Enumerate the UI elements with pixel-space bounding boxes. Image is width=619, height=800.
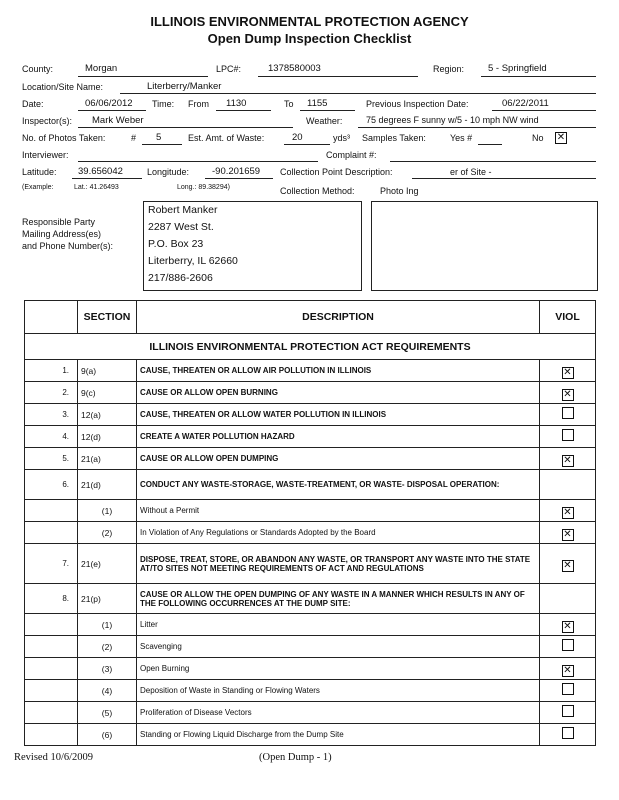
lat-example: Lat.: 41.26493 xyxy=(74,184,119,191)
row-violation xyxy=(540,614,596,636)
prev-inspection-value[interactable]: 06/22/2011 xyxy=(502,98,549,109)
violation-checkbox[interactable] xyxy=(562,429,574,441)
violation-checkbox[interactable]: ✕ xyxy=(563,388,572,400)
violation-checkbox[interactable]: ✕ xyxy=(563,559,572,571)
row-number xyxy=(25,614,78,636)
photos-value[interactable]: 5 xyxy=(156,132,162,143)
collection-method-label: Collection Method: xyxy=(280,186,355,196)
location-value[interactable]: Literberry/Manker xyxy=(147,81,222,92)
samples-yes-label: Yes # xyxy=(450,133,473,143)
time-to-label: To xyxy=(284,99,294,109)
location-label: Location/Site Name: xyxy=(22,82,104,92)
violation-checkbox[interactable] xyxy=(562,639,574,651)
latitude-value[interactable]: 39.656042 xyxy=(78,166,123,177)
violation-checkbox[interactable] xyxy=(562,705,574,717)
violation-checkbox[interactable] xyxy=(562,683,574,695)
samples-no-label: No xyxy=(532,133,544,143)
row-description: In Violation of Any Regulations or Standards Adopted by the Board xyxy=(137,522,540,544)
example-label: (Example: xyxy=(22,184,54,191)
agency-title: ILLINOIS ENVIRONMENTAL PROTECTION AGENCY xyxy=(150,14,469,29)
collection-point-value[interactable]: er of Site - xyxy=(450,167,492,177)
row-number xyxy=(25,702,78,724)
row-violation xyxy=(540,500,596,522)
violation-checkbox[interactable]: ✕ xyxy=(563,506,572,518)
header-viol: VIOL xyxy=(540,301,596,334)
violation-checkbox[interactable]: ✕ xyxy=(563,664,572,676)
row-violation xyxy=(540,658,596,680)
row-subitem: (2) xyxy=(78,636,137,658)
act-requirements-subheader: ILLINOIS ENVIRONMENTAL PROTECTION ACT REQUIREMENTS xyxy=(25,334,596,360)
violation-checkbox[interactable] xyxy=(562,407,574,419)
party-address-box[interactable] xyxy=(143,201,362,291)
table-row xyxy=(25,724,596,746)
row-description: CAUSE OR ALLOW THE OPEN DUMPING OF ANY WASTE IN A MANNER WHICH RESULTS IN ANY OF THE FOLLOWING OCCURRENCES AT THE DUMP SITE: xyxy=(137,584,540,614)
row-description: Open Burning xyxy=(137,658,540,680)
row-section: 21(d) xyxy=(78,470,137,500)
waste-value[interactable]: 20 xyxy=(292,132,303,143)
party-city: Literberry, IL 62660 xyxy=(148,255,238,267)
row-description: CAUSE OR ALLOW OPEN DUMPING xyxy=(137,448,540,470)
row-violation xyxy=(540,404,596,426)
table-row xyxy=(25,544,596,584)
longitude-label: Longitude: xyxy=(147,167,190,177)
checklist-table xyxy=(24,300,596,746)
row-section: 9(a) xyxy=(78,360,137,382)
table-row xyxy=(25,636,596,658)
party-label-2: Mailing Address(es) xyxy=(22,229,102,239)
weather-value[interactable]: 75 degrees F sunny w/5 - 10 mph NW wind xyxy=(366,115,539,125)
row-number: 7. xyxy=(25,544,78,584)
row-section: 21(p) xyxy=(78,584,137,614)
waste-unit: yds³ xyxy=(333,133,351,143)
row-description: CAUSE, THREATEN OR ALLOW WATER POLLUTION IN ILLINOIS xyxy=(137,404,540,426)
region-label: Region: xyxy=(433,64,465,74)
row-number: 5. xyxy=(25,448,78,470)
row-number: 8. xyxy=(25,584,78,614)
row-description: CONDUCT ANY WASTE-STORAGE, WASTE-TREATMENT, OR WASTE- DISPOSAL OPERATION: xyxy=(137,470,540,500)
party-address-box-2[interactable] xyxy=(371,201,598,291)
row-number: 2. xyxy=(25,382,78,404)
lpc-label: LPC#: xyxy=(216,64,242,74)
row-description: Deposition of Waste in Standing or Flowing Waters xyxy=(137,680,540,702)
inspector-label: Inspector(s): xyxy=(22,116,73,126)
row-number: 6. xyxy=(25,470,78,500)
revised-date: Revised 10/6/2009 xyxy=(14,752,94,763)
table-row xyxy=(25,680,596,702)
row-violation xyxy=(540,636,596,658)
table-row xyxy=(25,702,596,724)
page-label: (Open Dump - 1) xyxy=(259,752,332,763)
time-from-value[interactable]: 1130 xyxy=(226,98,247,109)
row-subitem: (4) xyxy=(78,680,137,702)
row-number xyxy=(25,500,78,522)
lon-example: Long.: 89.38294) xyxy=(177,184,230,191)
violation-checkbox[interactable]: ✕ xyxy=(563,620,572,632)
county-label: County: xyxy=(22,64,54,74)
row-number: 4. xyxy=(25,426,78,448)
row-number: 1. xyxy=(25,360,78,382)
form-title: Open Dump Inspection Checklist xyxy=(207,31,412,46)
table-row xyxy=(25,500,596,522)
party-phone: 217/886-2606 xyxy=(148,272,213,284)
collection-method-value[interactable]: Photo Ing xyxy=(380,186,419,196)
row-number xyxy=(25,680,78,702)
row-number: 3. xyxy=(25,404,78,426)
row-violation xyxy=(540,426,596,448)
table-row xyxy=(25,658,596,680)
table-row xyxy=(25,614,596,636)
party-label-3: and Phone Number(s): xyxy=(22,241,114,251)
table-row xyxy=(25,382,596,404)
date-label: Date: xyxy=(22,99,44,109)
header-section: SECTION xyxy=(78,301,137,334)
row-section: 21(e) xyxy=(78,544,137,584)
party-name: Robert Manker xyxy=(148,204,218,216)
table-row xyxy=(25,448,596,470)
row-description: DISPOSE, TREAT, STORE, OR ABANDON ANY WASTE, OR TRANSPORT ANY WASTE INTO THE STATE AT/TO SITES NOT MEETING REQUIREMENTS OF ACT AND REGULATIONS xyxy=(137,544,540,584)
row-violation xyxy=(540,360,596,382)
row-subitem: (1) xyxy=(78,614,137,636)
table-row xyxy=(25,426,596,448)
waste-label: Est. Amt. of Waste: xyxy=(188,133,265,143)
row-subitem: (6) xyxy=(78,724,137,746)
row-violation xyxy=(540,680,596,702)
row-description: Litter xyxy=(137,614,540,636)
table-row xyxy=(25,522,596,544)
table-row xyxy=(25,584,596,614)
table-row xyxy=(25,470,596,500)
photos-hash: # xyxy=(131,133,137,143)
row-subitem: (2) xyxy=(78,522,137,544)
row-violation xyxy=(540,724,596,746)
prev-inspection-label: Previous Inspection Date: xyxy=(366,99,469,109)
row-description: CAUSE OR ALLOW OPEN BURNING xyxy=(137,382,540,404)
inspector-value[interactable]: Mark Weber xyxy=(92,115,144,126)
row-violation xyxy=(540,448,596,470)
row-description: Scavenging xyxy=(137,636,540,658)
time-to-value[interactable]: 1155 xyxy=(307,98,328,109)
violation-checkbox[interactable]: ✕ xyxy=(563,528,572,540)
violation-checkbox[interactable]: ✕ xyxy=(563,454,572,466)
samples-label: Samples Taken: xyxy=(362,133,426,143)
row-violation xyxy=(540,544,596,584)
row-description: CREATE A WATER POLLUTION HAZARD xyxy=(137,426,540,448)
row-violation xyxy=(540,702,596,724)
photos-label: No. of Photos Taken: xyxy=(22,133,106,143)
row-number xyxy=(25,636,78,658)
violation-checkbox[interactable]: ✕ xyxy=(563,366,572,378)
party-label-1: Responsible Party xyxy=(22,217,96,227)
collection-point-label: Collection Point Description: xyxy=(280,167,393,177)
region-value[interactable]: 5 - Springfield xyxy=(488,63,547,74)
row-subitem: (5) xyxy=(78,702,137,724)
interviewer-label: Interviewer: xyxy=(22,150,69,160)
samples-no-checkbox[interactable]: ✕ xyxy=(556,132,566,143)
row-section: 9(c) xyxy=(78,382,137,404)
row-violation xyxy=(540,382,596,404)
row-description: CAUSE, THREATEN OR ALLOW AIR POLLUTION IN ILLINOIS xyxy=(137,360,540,382)
row-number xyxy=(25,522,78,544)
weather-label: Weather: xyxy=(306,116,343,126)
complaint-label: Complaint #: xyxy=(326,150,377,160)
row-description: Proliferation of Disease Vectors xyxy=(137,702,540,724)
party-po-box: P.O. Box 23 xyxy=(148,238,204,250)
header-description: DESCRIPTION xyxy=(137,301,540,334)
row-description: Without a Permit xyxy=(137,500,540,522)
header-num-cell xyxy=(25,301,78,334)
longitude-value[interactable]: -90.201659 xyxy=(212,166,261,177)
date-value[interactable]: 06/06/2012 xyxy=(85,98,133,109)
row-number xyxy=(25,658,78,680)
row-section: 12(d) xyxy=(78,426,137,448)
county-value[interactable]: Morgan xyxy=(85,63,118,74)
row-subitem: (3) xyxy=(78,658,137,680)
row-number xyxy=(25,724,78,746)
row-subitem: (1) xyxy=(78,500,137,522)
lpc-value[interactable]: 1378580003 xyxy=(268,63,321,74)
row-violation xyxy=(540,470,596,500)
row-section: 21(a) xyxy=(78,448,137,470)
row-violation xyxy=(540,522,596,544)
latitude-label: Latitude: xyxy=(22,167,57,177)
table-row xyxy=(25,404,596,426)
party-street: 2287 West St. xyxy=(148,221,214,233)
table-row xyxy=(25,360,596,382)
time-label: Time: xyxy=(152,99,175,109)
violation-checkbox[interactable] xyxy=(562,727,574,739)
row-violation xyxy=(540,584,596,614)
row-description: Standing or Flowing Liquid Discharge from the Dump Site xyxy=(137,724,540,746)
row-section: 12(a) xyxy=(78,404,137,426)
time-from-label: From xyxy=(188,99,209,109)
